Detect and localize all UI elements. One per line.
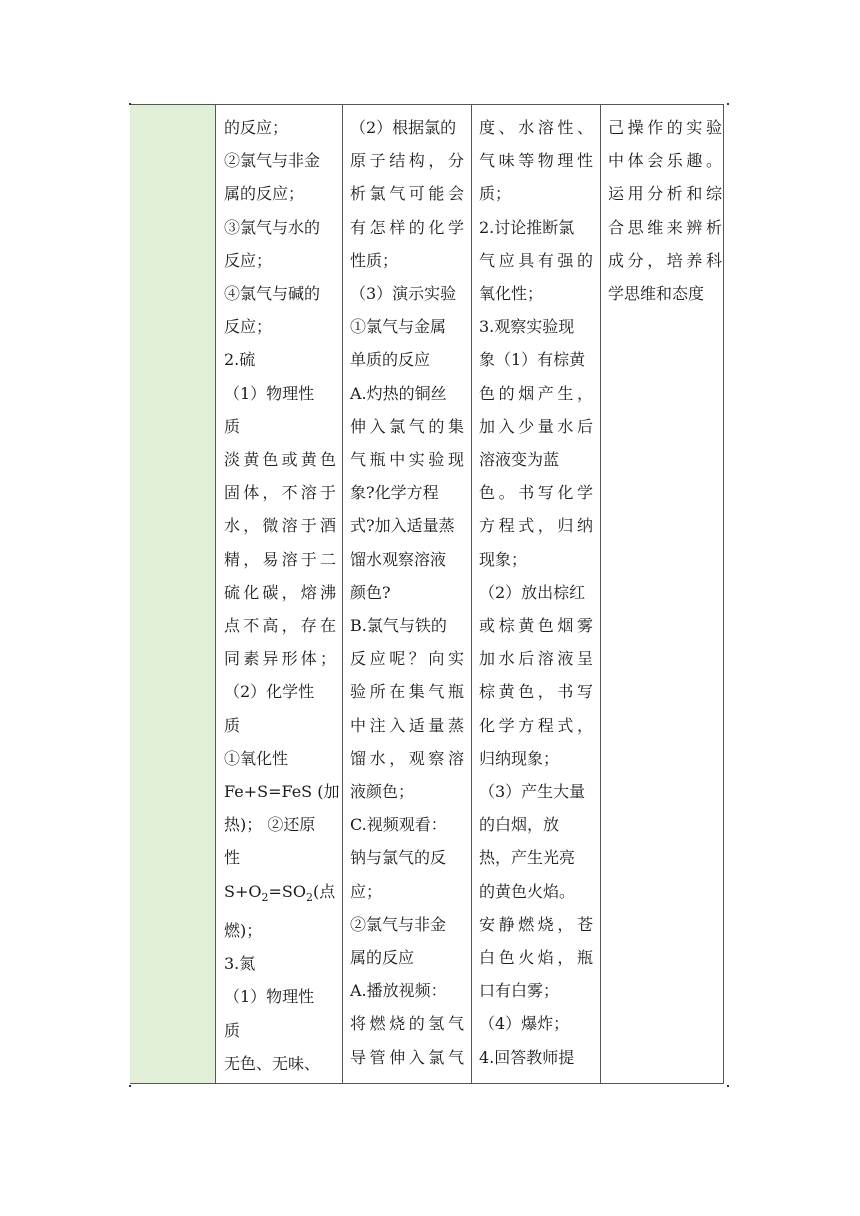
text-line: 硫化碳，熔沸 <box>224 582 336 602</box>
text-line: 液颜色； <box>350 782 415 802</box>
text-line: 成分，培养科 <box>608 250 722 270</box>
text-line: 中注入适量蒸 <box>350 715 464 735</box>
column-divider <box>600 105 601 1083</box>
text-line: 度、水溶性、 <box>479 118 593 137</box>
lesson-plan-table <box>130 104 724 1084</box>
text-line: 质 <box>224 416 241 436</box>
text-line: 单质的反应 <box>350 350 431 370</box>
text-line: 导管伸入氯气 <box>350 1047 464 1067</box>
stage-column-cell <box>130 105 215 1083</box>
text-line: 淡黄色或黄色 <box>224 450 336 470</box>
text-line: 学思维和态度 <box>608 284 705 304</box>
text-line: （1）物理性 <box>224 987 315 1007</box>
text-line: 有怎样的化学 <box>350 217 464 237</box>
text-line: 燃)； <box>224 921 263 941</box>
text-line: 无色、无味、 <box>224 1053 321 1073</box>
text-line: 钠与氯气的反 <box>350 848 447 868</box>
text-fragment: S+O <box>224 881 262 901</box>
text-line: 方程式，归纳 <box>479 516 593 536</box>
column-divider <box>471 105 472 1083</box>
text-line: 溶液变为蓝 <box>479 450 560 470</box>
text-line: 热)； ②还原 <box>224 815 316 835</box>
text-line: 原子结构，分 <box>350 151 464 171</box>
content-column-design-intent <box>608 111 722 310</box>
text-line: ③氯气与水的 <box>224 217 321 237</box>
text-line: 色。书写化学 <box>479 483 593 503</box>
text-line: 中体会乐趣。 <box>608 151 722 171</box>
text-line: 口有白雾； <box>479 981 560 1001</box>
text-line: A.播放视频： <box>350 981 447 1001</box>
text-line: ②氯气与非金 <box>224 151 321 171</box>
text-line: 馏水，观察溶 <box>350 748 464 768</box>
text-line: 的反应； <box>224 118 289 137</box>
text-line <box>224 875 336 914</box>
text-line: 棕黄色，书写 <box>479 682 593 702</box>
text-line: ①氧化性 <box>224 748 289 768</box>
text-line: 气瓶中实验现 <box>350 450 464 470</box>
text-line: 运用分析和综 <box>608 184 722 204</box>
text-line: 3.观察实验现 <box>479 317 575 337</box>
text-line: 白色火焰，瓶 <box>479 948 593 968</box>
column-divider <box>723 105 724 1083</box>
column-divider <box>342 105 343 1083</box>
text-line: 加水后溶液呈 <box>479 649 593 669</box>
text-line: 象（1）有棕黄 <box>479 350 586 370</box>
corner-mark <box>129 103 131 105</box>
text-line: 馏水观察溶液 <box>350 549 447 569</box>
text-line: 象?化学方程 <box>350 483 439 503</box>
text-line: 4.回答教师提 <box>479 1047 575 1067</box>
text-fragment: (点 <box>312 881 336 901</box>
text-line: （2）根据氯的 <box>350 118 457 137</box>
text-line: 质 <box>224 1020 241 1040</box>
text-line: 属的反应 <box>350 948 415 968</box>
subscript: 2 <box>261 890 269 904</box>
text-line: （2）化学性 <box>224 682 315 702</box>
subscript: 2 <box>305 890 313 904</box>
content-column-teacher-activity <box>350 111 464 1074</box>
text-line: ④氯气与碱的 <box>224 284 321 304</box>
text-line: 式?加入适量蒸 <box>350 516 455 536</box>
text-line: （4）爆炸； <box>479 1014 570 1034</box>
text-line: 己操作的实验 <box>608 118 722 137</box>
text-line: 应； <box>350 881 383 901</box>
text-line: 反应呢？向实 <box>350 649 464 669</box>
text-line: 验所在集气瓶 <box>350 682 464 702</box>
text-line: （3）产生大量 <box>479 782 586 802</box>
text-line: 将燃烧的氢气 <box>350 1014 464 1034</box>
text-line: 反应； <box>224 317 273 337</box>
content-column-knowledge <box>224 111 340 1080</box>
text-line: 精，易溶于二 <box>224 549 336 569</box>
text-line: （3）演示实验 <box>350 284 457 304</box>
text-line: 气味等物理性 <box>479 151 593 171</box>
text-line: 或棕黄色烟雾 <box>479 616 593 636</box>
text-line: 固体，不溶于 <box>224 483 336 503</box>
text-line: 的黄色火焰。 <box>479 881 576 901</box>
text-line: 反应； <box>224 250 273 270</box>
text-fragment: =SO <box>268 881 306 901</box>
text-line: 水，微溶于酒 <box>224 516 336 536</box>
text-line: 性 <box>224 848 241 868</box>
text-line: （2）放出棕红 <box>479 582 586 602</box>
text-line: 安静燃烧，苍 <box>479 914 593 934</box>
text-line: 的白烟，放 <box>479 815 560 835</box>
text-line: 化学方程式， <box>479 715 593 735</box>
text-line: 气应具有强的 <box>479 250 593 270</box>
column-divider <box>215 105 216 1083</box>
text-line: 现象； <box>479 549 528 569</box>
text-line: 质 <box>224 715 241 735</box>
text-line: 归纳现象； <box>479 748 560 768</box>
text-line: 伸入氯气的集 <box>350 416 464 436</box>
content-column-student-activity <box>479 111 593 1074</box>
text-line: 质； <box>479 184 512 204</box>
text-line: 同素异形体； <box>224 649 336 669</box>
corner-mark <box>727 1085 729 1087</box>
text-line: 2.讨论推断氯 <box>479 217 575 237</box>
text-line: 加入少量水后 <box>479 416 593 436</box>
text-line: 3.氮 <box>224 954 256 974</box>
text-line: 氧化性； <box>479 284 544 304</box>
text-line: 属的反应； <box>224 184 305 204</box>
text-line: （1）物理性 <box>224 383 315 403</box>
text-line: 点不高，存在 <box>224 616 336 636</box>
corner-mark <box>727 103 729 105</box>
text-line: 2.硫 <box>224 350 256 370</box>
text-line: 颜色? <box>350 582 391 602</box>
corner-mark <box>129 1085 131 1087</box>
text-line: B.氯气与铁的 <box>350 616 447 636</box>
text-line: 合思维来辨析 <box>608 217 722 237</box>
text-line: 析氯气可能会 <box>350 184 464 204</box>
text-line: A.灼热的铜丝 <box>350 383 447 403</box>
text-line: 色的烟产生， <box>479 383 593 403</box>
text-line: 性质； <box>350 250 399 270</box>
text-line: ②氯气与非金 <box>350 914 447 934</box>
text-line: Fe+S=FeS (加 <box>224 782 340 802</box>
text-line: C.视频观看： <box>350 815 447 835</box>
text-line: ①氯气与金属 <box>350 317 447 337</box>
text-line: 热，产生光亮 <box>479 848 576 868</box>
